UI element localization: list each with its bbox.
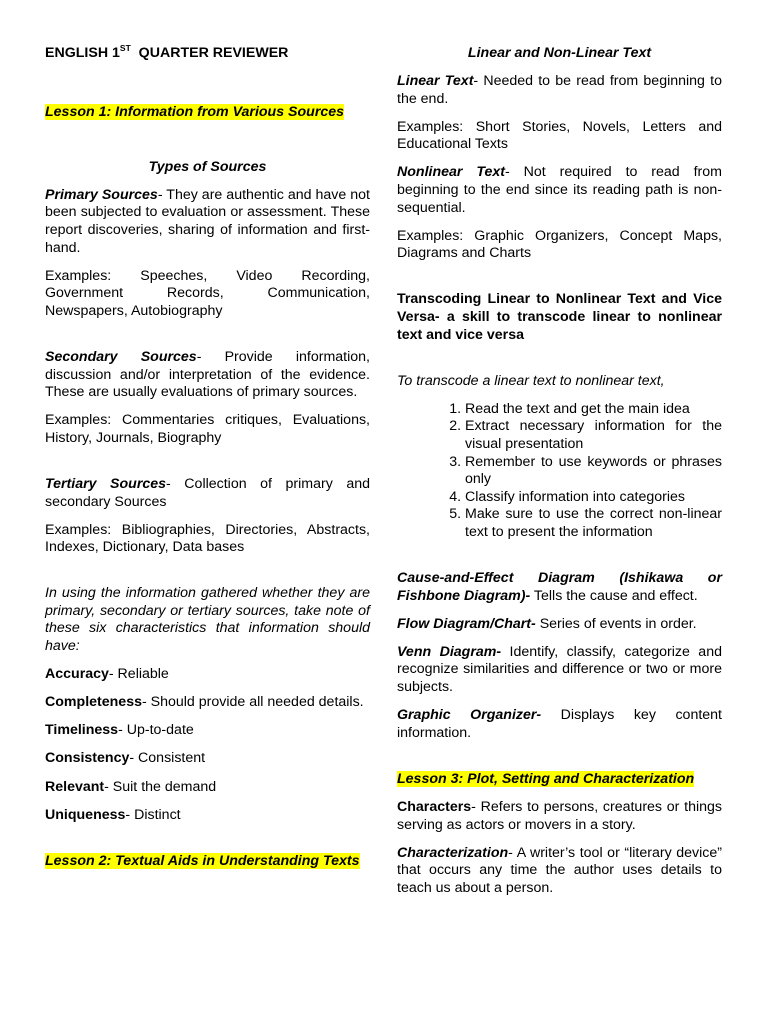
characteristic-uniqueness: Uniqueness- Distinct [45, 806, 181, 823]
linear-text-paragraph: Linear Text- Needed to be read from beginning to the end. [397, 73, 722, 107]
transcoding-heading: Transcoding Linear to Nonlinear Text and Vice Versa- a skill to transcode linear to nonlinear text and vice versa [397, 291, 722, 343]
nonlinear-text-examples: Examples: Graphic Organizers, Concept Maps, Diagrams and Charts [397, 227, 722, 262]
title-superscript: ST [119, 43, 131, 53]
graphic-organizer: Graphic Organizer- Displays key content information. [397, 707, 722, 741]
tertiary-sources-examples: Examples: Bibliographies, Directories, Abstracts, Indexes, Dictionary, Data bases [45, 521, 370, 556]
list-item: 4. Classify information into categories [465, 489, 722, 507]
characteristic-timeliness: Timeliness- Up-to-date [45, 722, 194, 739]
primary-sources-examples: Examples: Speeches, Video Recording, Government Records, Communication, Newspapers, Autobiography [45, 267, 370, 319]
cause-effect-diagram: Cause-and-Effect Diagram (Ishikawa or Fishbone Diagram)- Tells the cause and effect. [397, 570, 722, 604]
tertiary-sources-paragraph: Tertiary Sources- Collection of primary and secondary Sources [45, 475, 370, 510]
linear-text-examples: Examples: Short Stories, Novels, Letters and Educational Texts [397, 118, 722, 153]
characteristic-accuracy: Accuracy- Reliable [45, 666, 169, 683]
secondary-sources-paragraph: Secondary Sources- Provide information, discussion and/or interpretation of the evidence. These are usually evaluations of primary sources. [45, 348, 370, 401]
list-item: 5. Make sure to use the correct non-linear text to present the information [465, 506, 722, 541]
secondary-sources-examples: Examples: Commentaries critiques, Evaluations, History, Journals, Biography [45, 412, 370, 446]
transcode-steps-list [397, 401, 722, 542]
document-title: ENGLISH 1ST QUARTER REVIEWER [45, 43, 289, 61]
characteristics-intro: In using the information gathered whether they are primary, secondary or tertiary sources, take note of these six characteristics that information should have: [45, 585, 370, 655]
lesson-2-heading: Lesson 2: Textual Aids in Understanding Texts [45, 852, 360, 869]
characteristic-relevant: Relevant- Suit the demand [45, 778, 217, 795]
transcode-intro: To transcode a linear text to nonlinear text, [397, 372, 665, 389]
lesson-1-heading: Lesson 1: Information from Various Sources [45, 103, 345, 120]
list-item: 2. Extract necessary information for the visual presentation [465, 418, 722, 453]
lesson-3-heading: Lesson 3: Plot, Setting and Characterization [397, 770, 695, 787]
characteristic-completeness: Completeness- Should provide all needed details. [45, 694, 364, 711]
types-of-sources-heading: Types of Sources [148, 158, 267, 175]
characterization-paragraph: Characterization- A writer’s tool or “literary device” that occurs any time the author uses details to teach us about a person. [397, 844, 722, 896]
left-column [45, 45, 370, 881]
characteristic-consistency: Consistency- Consistent [45, 750, 206, 767]
characters-paragraph: Characters- Refers to persons, creatures or things serving as actors or movers in a story. [397, 798, 722, 833]
linear-nonlinear-heading: Linear and Non-Linear Text [467, 45, 652, 61]
nonlinear-text-paragraph: Nonlinear Text- Not required to read from beginning to the end since its reading path is non-sequential. [397, 164, 722, 216]
flow-diagram: Flow Diagram/Chart- Series of events in order. [397, 615, 697, 632]
right-column [397, 45, 722, 908]
venn-diagram: Venn Diagram- Identify, classify, categorize and recognize similarities and difference or two or more subjects. [397, 643, 722, 696]
primary-sources-paragraph: Primary Sources- They are authentic and have not been subjected to evaluation or assessment. These report discoveries, sharing of information and first-hand. [45, 186, 371, 256]
list-item: 3. Remember to use keywords or phrases only [465, 454, 722, 489]
list-item: 1. Read the text and get the main idea [465, 401, 722, 419]
